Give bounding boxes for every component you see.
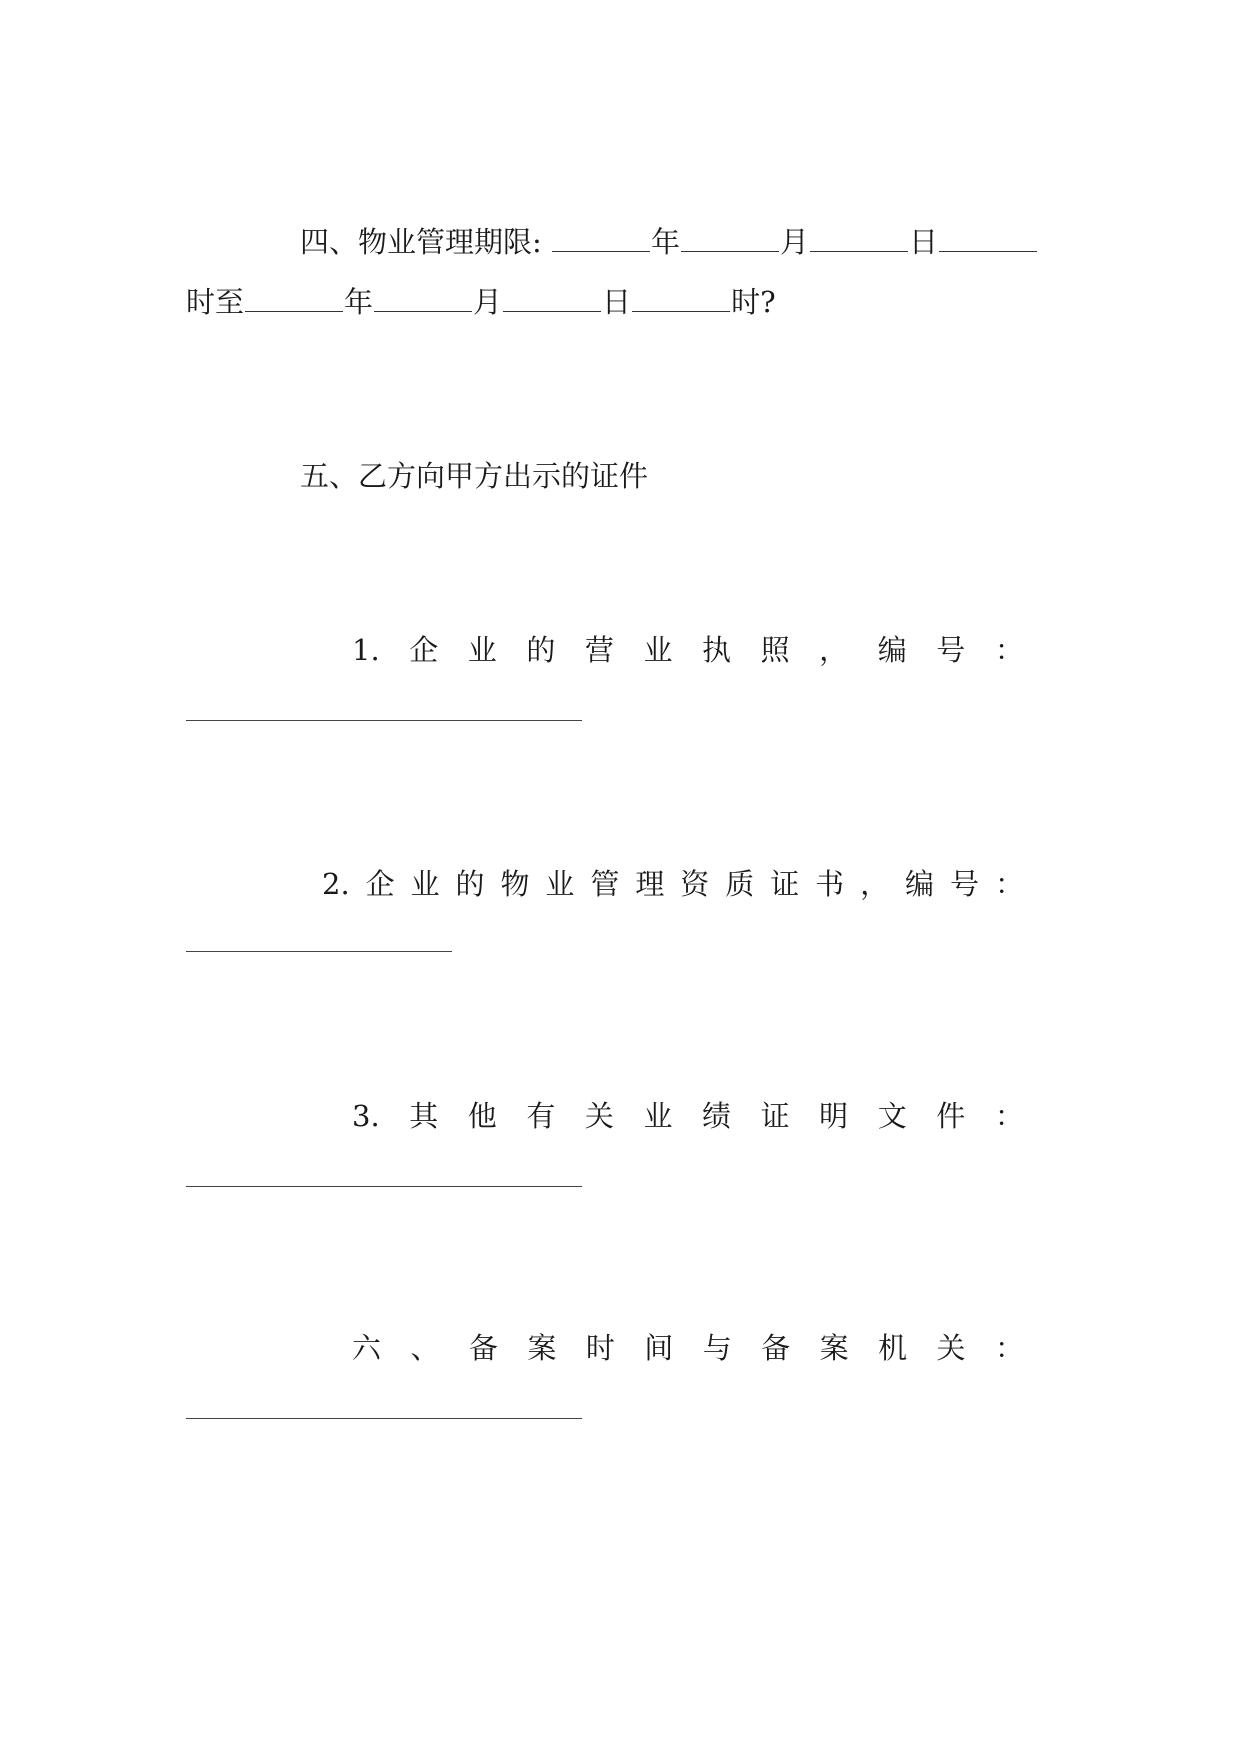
month-label: 月 xyxy=(780,225,810,259)
end-label: 时? xyxy=(731,285,776,319)
item-2-char: 编 xyxy=(905,867,935,901)
item-2-char: 质 xyxy=(725,867,755,901)
item-2-char: 的 xyxy=(455,867,485,901)
item-3-char: 文 xyxy=(877,1099,907,1133)
to-label: 时至 xyxy=(186,285,245,319)
item-1-fill-line xyxy=(186,720,582,721)
item-2-char: 书 xyxy=(815,867,845,901)
item-2-char: ， xyxy=(860,867,890,901)
section-6-char: 六 xyxy=(352,1331,382,1365)
section-6-char: 机 xyxy=(878,1331,908,1365)
section-6-char: 备 xyxy=(468,1331,498,1365)
item-3-fill-line xyxy=(186,1186,582,1187)
item-1-char: 的 xyxy=(526,633,556,667)
end-day-blank xyxy=(503,285,601,312)
start-day-blank xyxy=(810,225,908,252)
item-2-char: ： xyxy=(994,867,1024,901)
section-6-char: 与 xyxy=(702,1331,732,1365)
item-2-char: 管 xyxy=(590,867,620,901)
month-label: 月 xyxy=(473,285,503,319)
item-1-char: 编 xyxy=(877,633,907,667)
item-1-char: 营 xyxy=(584,633,614,667)
item-1-business-license xyxy=(352,632,1024,668)
item-3-char: 其 xyxy=(409,1099,439,1133)
item-1-char: 执 xyxy=(702,633,732,667)
item-1-char: ， xyxy=(819,633,849,667)
item-1-char: 业 xyxy=(467,633,497,667)
item-2-char: 理 xyxy=(635,867,665,901)
section-6-filing-info xyxy=(352,1330,1024,1366)
section-6-char: 、 xyxy=(410,1331,440,1365)
item-1-char: 号 xyxy=(936,633,966,667)
management-term-line-2 xyxy=(186,284,776,320)
end-year-blank xyxy=(245,285,343,312)
item-1-char: 照 xyxy=(760,633,790,667)
year-label: 年 xyxy=(651,225,681,259)
item-3-char: 明 xyxy=(819,1099,849,1133)
section-6-char: 案 xyxy=(819,1331,849,1365)
item-3-char: 件 xyxy=(936,1099,966,1133)
item-3-char: 证 xyxy=(760,1099,790,1133)
item-3-char: 有 xyxy=(526,1099,556,1133)
section-6-char: 案 xyxy=(527,1331,557,1365)
section-6-char: 时 xyxy=(585,1331,615,1365)
section-6-char: 关 xyxy=(936,1331,966,1365)
start-month-blank xyxy=(681,225,779,252)
end-hour-blank xyxy=(632,285,730,312)
item-1-number: 1. xyxy=(352,633,380,667)
item-3-char: 关 xyxy=(584,1099,614,1133)
item-2-qualification-certificate xyxy=(322,866,1024,902)
start-year-blank xyxy=(552,225,650,252)
item-1-char: 企 xyxy=(409,633,439,667)
start-hour-blank xyxy=(939,225,1037,252)
section-6-fill-line xyxy=(186,1418,582,1419)
section-6-char: ： xyxy=(994,1331,1024,1365)
item-3-performance-documents xyxy=(352,1098,1024,1134)
section-6-char: 备 xyxy=(761,1331,791,1365)
item-3-char: ： xyxy=(994,1099,1024,1133)
item-2-number: 2. xyxy=(322,867,350,901)
item-1-char: ： xyxy=(994,633,1024,667)
item-2-char: 业 xyxy=(545,867,575,901)
management-term-label: 四、物业管理期限: xyxy=(300,225,542,259)
item-3-char: 绩 xyxy=(702,1099,732,1133)
item-3-char: 业 xyxy=(643,1099,673,1133)
day-label: 日 xyxy=(602,285,632,319)
item-2-char: 业 xyxy=(410,867,440,901)
item-3-number: 3. xyxy=(352,1099,380,1133)
item-2-char: 号 xyxy=(950,867,980,901)
item-2-char: 企 xyxy=(365,867,395,901)
section-5-heading: 五、乙方向甲方出示的证件 xyxy=(300,459,649,493)
end-month-blank xyxy=(374,285,472,312)
management-term-line-1 xyxy=(300,224,1038,260)
item-1-char: 业 xyxy=(643,633,673,667)
section-6-char: 间 xyxy=(644,1331,674,1365)
item-2-char: 证 xyxy=(770,867,800,901)
year-label: 年 xyxy=(344,285,374,319)
item-3-char: 他 xyxy=(467,1099,497,1133)
item-2-char: 资 xyxy=(680,867,710,901)
day-label: 日 xyxy=(909,225,939,259)
item-2-fill-line xyxy=(186,951,452,952)
item-2-char: 物 xyxy=(500,867,530,901)
